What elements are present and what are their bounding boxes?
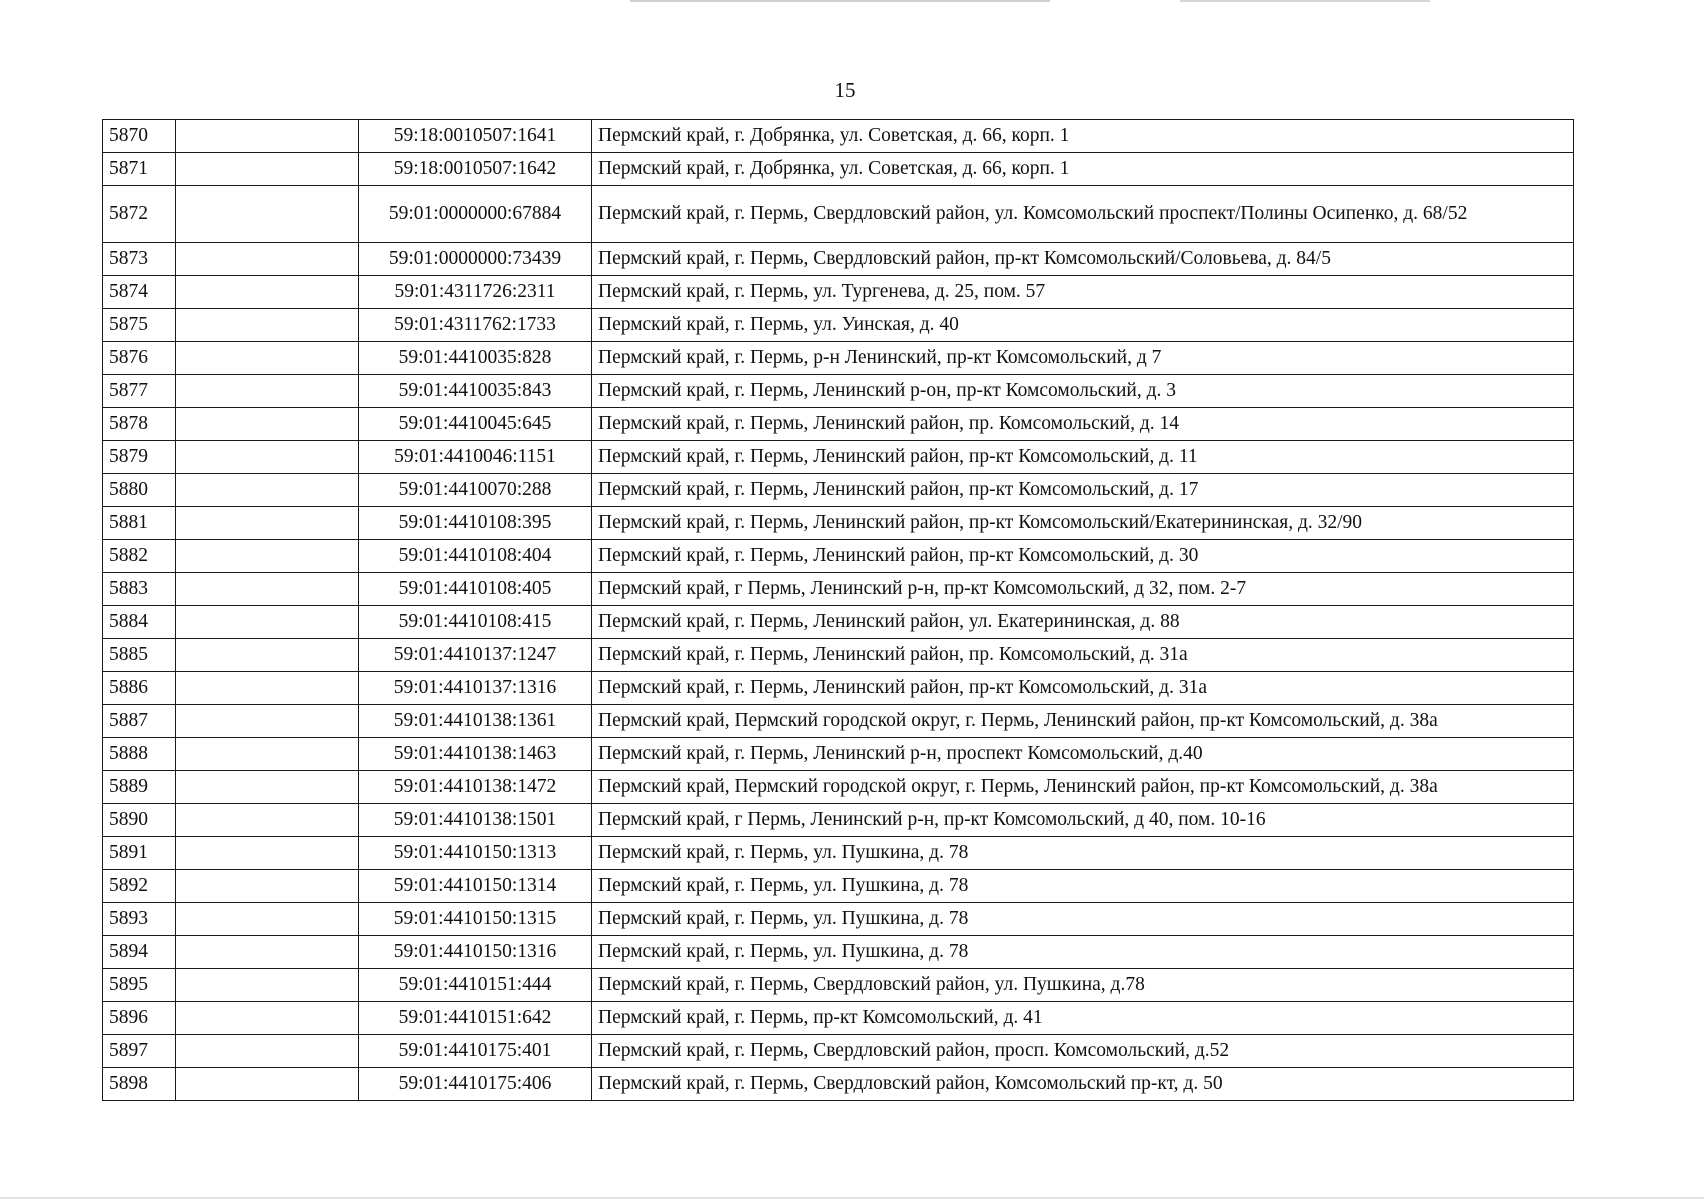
empty-cell <box>176 606 359 639</box>
address-cell: Пермский край, г. Пермь, Свердловский район, ул. Комсомольский проспект/Полины Осипенко, д. 68/52 <box>592 186 1574 243</box>
table-row <box>103 120 1574 153</box>
cadastral-number: 59:01:4410137:1316 <box>359 672 592 705</box>
table-row <box>103 573 1574 606</box>
cadastral-number: 59:01:4410150:1313 <box>359 837 592 870</box>
cadastral-number: 59:01:4410035:843 <box>359 375 592 408</box>
table-row <box>103 507 1574 540</box>
table-row <box>103 672 1574 705</box>
cadastral-number: 59:01:4410137:1247 <box>359 639 592 672</box>
address-cell: Пермский край, г. Пермь, ул. Пушкина, д. 78 <box>592 936 1574 969</box>
cadastral-number: 59:01:4311762:1733 <box>359 309 592 342</box>
cadastral-number: 59:01:4410108:415 <box>359 606 592 639</box>
address-cell: Пермский край, г. Пермь, ул. Пушкина, д. 78 <box>592 837 1574 870</box>
address-cell: Пермский край, Пермский городской округ, г. Пермь, Ленинский район, пр-кт Комсомольский, д. 38а <box>592 771 1574 804</box>
row-number: 5879 <box>103 441 176 474</box>
address-cell: Пермский край, г. Пермь, ул. Пушкина, д. 78 <box>592 903 1574 936</box>
empty-cell <box>176 639 359 672</box>
cadastral-number: 59:01:4410138:1463 <box>359 738 592 771</box>
cadastral-number: 59:01:4410150:1315 <box>359 903 592 936</box>
empty-cell <box>176 474 359 507</box>
address-cell: Пермский край, г. Пермь, Ленинский р-н, проспект Комсомольский, д.40 <box>592 738 1574 771</box>
address-cell: Пермский край, г. Добрянка, ул. Советская, д. 66, корп. 1 <box>592 120 1574 153</box>
address-cell: Пермский край, г. Пермь, Ленинский район, пр-кт Комсомольский, д. 30 <box>592 540 1574 573</box>
row-number: 5890 <box>103 804 176 837</box>
empty-cell <box>176 870 359 903</box>
table-row <box>103 408 1574 441</box>
table-row <box>103 936 1574 969</box>
row-number: 5887 <box>103 705 176 738</box>
cadastral-number: 59:01:4410175:406 <box>359 1068 592 1101</box>
empty-cell <box>176 672 359 705</box>
cadastral-number: 59:01:4410035:828 <box>359 342 592 375</box>
row-number: 5891 <box>103 837 176 870</box>
cadastral-number: 59:01:4410150:1316 <box>359 936 592 969</box>
table-row <box>103 837 1574 870</box>
cadastral-number: 59:01:4410175:401 <box>359 1035 592 1068</box>
address-cell: Пермский край, г. Пермь, ул. Пушкина, д. 78 <box>592 870 1574 903</box>
table-row <box>103 870 1574 903</box>
table-row <box>103 375 1574 408</box>
address-cell: Пермский край, г. Пермь, Свердловский район, просп. Комсомольский, д.52 <box>592 1035 1574 1068</box>
table-row <box>103 903 1574 936</box>
row-number: 5876 <box>103 342 176 375</box>
table-row <box>103 153 1574 186</box>
address-cell: Пермский край, г. Пермь, Ленинский район, пр. Комсомольский, д. 31а <box>592 639 1574 672</box>
table-body <box>103 120 1574 1101</box>
property-registry-table <box>102 119 1574 1101</box>
empty-cell <box>176 120 359 153</box>
address-cell: Пермский край, г. Пермь, Ленинский район, пр-кт Комсомольский, д. 17 <box>592 474 1574 507</box>
row-number: 5875 <box>103 309 176 342</box>
address-cell: Пермский край, Пермский городской округ, г. Пермь, Ленинский район, пр-кт Комсомольский, д. 38а <box>592 705 1574 738</box>
cadastral-number: 59:01:4410138:1361 <box>359 705 592 738</box>
table-row <box>103 771 1574 804</box>
cadastral-number: 59:01:4410108:404 <box>359 540 592 573</box>
address-cell: Пермский край, г. Пермь, Ленинский район, пр. Комсомольский, д. 14 <box>592 408 1574 441</box>
empty-cell <box>176 342 359 375</box>
empty-cell <box>176 441 359 474</box>
cadastral-number: 59:18:0010507:1642 <box>359 153 592 186</box>
row-number: 5884 <box>103 606 176 639</box>
table-row <box>103 1002 1574 1035</box>
cadastral-number: 59:01:4410046:1151 <box>359 441 592 474</box>
address-cell: Пермский край, г. Пермь, Свердловский район, Комсомольский пр-кт, д. 50 <box>592 1068 1574 1101</box>
address-cell: Пермский край, г. Пермь, р-н Ленинский, пр-кт Комсомольский, д 7 <box>592 342 1574 375</box>
cadastral-number: 59:18:0010507:1641 <box>359 120 592 153</box>
cadastral-number: 59:01:4311726:2311 <box>359 276 592 309</box>
empty-cell <box>176 804 359 837</box>
empty-cell <box>176 903 359 936</box>
table-row <box>103 342 1574 375</box>
row-number: 5892 <box>103 870 176 903</box>
empty-cell <box>176 1068 359 1101</box>
table-row <box>103 606 1574 639</box>
empty-cell <box>176 408 359 441</box>
empty-cell <box>176 375 359 408</box>
row-number: 5897 <box>103 1035 176 1068</box>
table-row <box>103 705 1574 738</box>
table-row <box>103 639 1574 672</box>
cadastral-number: 59:01:4410151:444 <box>359 969 592 1002</box>
address-cell: Пермский край, г. Пермь, Ленинский р-он, пр-кт Комсомольский, д. 3 <box>592 375 1574 408</box>
table-row <box>103 1068 1574 1101</box>
empty-cell <box>176 573 359 606</box>
empty-cell <box>176 507 359 540</box>
table-row <box>103 540 1574 573</box>
empty-cell <box>176 309 359 342</box>
scan-edge-top <box>630 0 1050 2</box>
table-row <box>103 738 1574 771</box>
empty-cell <box>176 540 359 573</box>
row-number: 5898 <box>103 1068 176 1101</box>
row-number: 5893 <box>103 903 176 936</box>
address-cell: Пермский край, г Пермь, Ленинский р-н, пр-кт Комсомольский, д 40, пом. 10-16 <box>592 804 1574 837</box>
row-number: 5880 <box>103 474 176 507</box>
empty-cell <box>176 705 359 738</box>
cadastral-number: 59:01:4410138:1501 <box>359 804 592 837</box>
table-row <box>103 804 1574 837</box>
empty-cell <box>176 771 359 804</box>
cadastral-number: 59:01:4410070:288 <box>359 474 592 507</box>
table-row <box>103 441 1574 474</box>
table-row <box>103 309 1574 342</box>
row-number: 5894 <box>103 936 176 969</box>
cadastral-number: 59:01:4410150:1314 <box>359 870 592 903</box>
address-cell: Пермский край, г. Пермь, ул. Уинская, д. 40 <box>592 309 1574 342</box>
cadastral-number: 59:01:0000000:67884 <box>359 186 592 243</box>
row-number: 5896 <box>103 1002 176 1035</box>
empty-cell <box>176 1035 359 1068</box>
table-row <box>103 474 1574 507</box>
table-row <box>103 969 1574 1002</box>
row-number: 5881 <box>103 507 176 540</box>
row-number: 5874 <box>103 276 176 309</box>
address-cell: Пермский край, г. Пермь, Ленинский район, пр-кт Комсомольский, д. 31а <box>592 672 1574 705</box>
empty-cell <box>176 243 359 276</box>
empty-cell <box>176 936 359 969</box>
row-number: 5885 <box>103 639 176 672</box>
cadastral-number: 59:01:4410045:645 <box>359 408 592 441</box>
address-cell: Пермский край, г. Пермь, ул. Тургенева, д. 25, пом. 57 <box>592 276 1574 309</box>
address-cell: Пермский край, г. Добрянка, ул. Советская, д. 66, корп. 1 <box>592 153 1574 186</box>
empty-cell <box>176 738 359 771</box>
row-number: 5871 <box>103 153 176 186</box>
table-row <box>103 276 1574 309</box>
cadastral-number: 59:01:4410151:642 <box>359 1002 592 1035</box>
scan-edge-bottom <box>0 1197 1704 1199</box>
address-cell: Пермский край, г Пермь, Ленинский р-н, пр-кт Комсомольский, д 32, пом. 2-7 <box>592 573 1574 606</box>
address-cell: Пермский край, г. Пермь, Ленинский район, пр-кт Комсомольский/Екатерининская, д. 32/90 <box>592 507 1574 540</box>
cadastral-number: 59:01:4410138:1472 <box>359 771 592 804</box>
page-number: 15 <box>834 78 856 102</box>
table-row <box>103 1035 1574 1068</box>
empty-cell <box>176 276 359 309</box>
row-number: 5888 <box>103 738 176 771</box>
empty-cell <box>176 837 359 870</box>
row-number: 5895 <box>103 969 176 1002</box>
row-number: 5877 <box>103 375 176 408</box>
empty-cell <box>176 153 359 186</box>
scan-edge-top-2 <box>1180 0 1430 2</box>
address-cell: Пермский край, г. Пермь, Свердловский район, ул. Пушкина, д.78 <box>592 969 1574 1002</box>
address-cell: Пермский край, г. Пермь, Ленинский район, пр-кт Комсомольский, д. 11 <box>592 441 1574 474</box>
cadastral-number: 59:01:0000000:73439 <box>359 243 592 276</box>
row-number: 5883 <box>103 573 176 606</box>
address-cell: Пермский край, г. Пермь, Свердловский район, пр-кт Комсомольский/Соловьева, д. 84/5 <box>592 243 1574 276</box>
row-number: 5889 <box>103 771 176 804</box>
address-cell: Пермский край, г. Пермь, пр-кт Комсомольский, д. 41 <box>592 1002 1574 1035</box>
empty-cell <box>176 186 359 243</box>
row-number: 5886 <box>103 672 176 705</box>
row-number: 5872 <box>103 186 176 243</box>
empty-cell <box>176 1002 359 1035</box>
cadastral-number: 59:01:4410108:395 <box>359 507 592 540</box>
row-number: 5882 <box>103 540 176 573</box>
address-cell: Пермский край, г. Пермь, Ленинский район, ул. Екатерининская, д. 88 <box>592 606 1574 639</box>
row-number: 5873 <box>103 243 176 276</box>
row-number: 5878 <box>103 408 176 441</box>
empty-cell <box>176 969 359 1002</box>
cadastral-number: 59:01:4410108:405 <box>359 573 592 606</box>
table-row <box>103 243 1574 276</box>
table-row <box>103 186 1574 243</box>
row-number: 5870 <box>103 120 176 153</box>
